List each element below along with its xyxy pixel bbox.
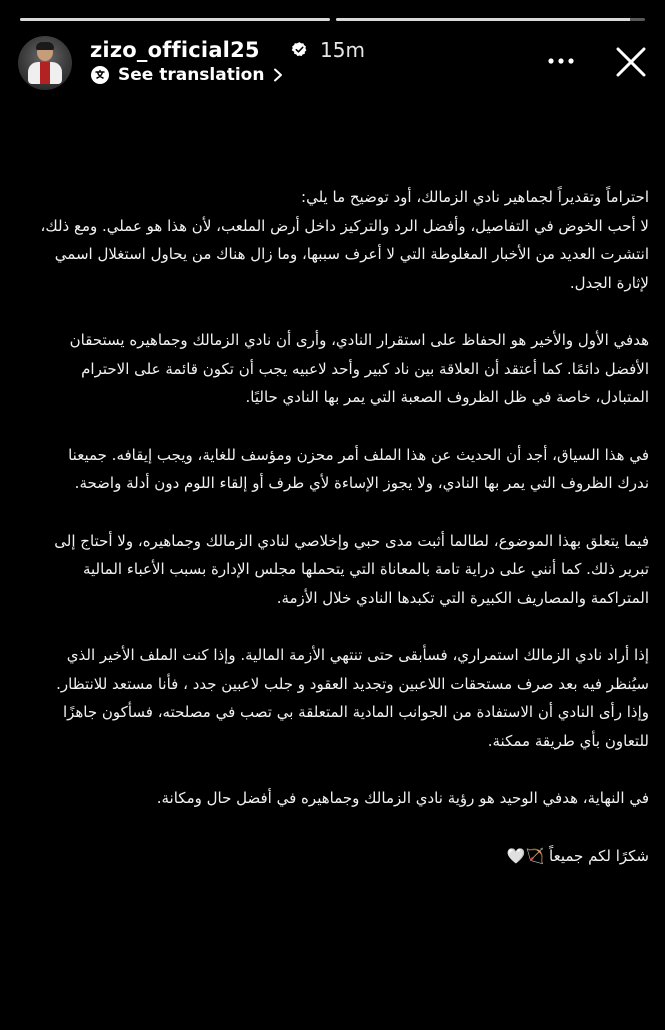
- story-paragraph-1: لا أحب الخوض في التفاصيل، وأفضل الرد والتركيز داخل أرض الملعب، لأن هذا هو عملي. ومع ذلك، انتشرت العديد من الأخبار المغلوطة التي لا أعرف سببها، وما زال هناك من يحاول استغلال اسمي لإثارة الجدل.: [40, 216, 649, 292]
- chevron-right-icon: [272, 68, 284, 82]
- close-icon[interactable]: [615, 46, 647, 78]
- story-text: [34, 183, 649, 899]
- story-paragraph-intro: احتراماً وتقديراً لجماهير نادي الزمالك، أود توضيح ما يلي:: [301, 188, 649, 206]
- story-progress-1: [20, 18, 330, 21]
- story-paragraph-2: هدفي الأول والأخير هو الحفاظ على استقرار النادي، وأرى أن نادي الزمالك وجماهيره يستحقان الأفضل دائمًا. كما أعتقد أن العلاقة بين ناد كبير وأحد لاعبيه يجب أن تكون قائمة على الاحترام المتبادل، خاصة في ظل الظروف الصعبة التي يمر بها النادي حاليًا.: [69, 331, 649, 406]
- story-progress-2: [336, 18, 646, 21]
- story-paragraph-thanks: شكرًا لكم جميعاً 🏹🤍: [506, 846, 649, 865]
- story-paragraph-6: في النهاية، هدفي الوحيد هو رؤية نادي الزمالك وجماهيره في أفضل حال ومكانة.: [156, 789, 649, 807]
- see-translation-label: See translation: [118, 65, 265, 85]
- translate-icon: [90, 65, 110, 85]
- story-paragraph-5: إذا أراد نادي الزمالك استمراري، فسأبقى حتى تنتهي الأزمة المالية. وإذا كنت الملف الأخير الذي سيُنظر فيه بعد صرف مستحقات اللاعبين وتجديد العقود و جلب لاعبين جدد ، فأنا مستعد للانتظار. وإذا رأى النادي أن الاستفادة من الجوانب المادية المتعلقة بي تصب في مصلحته، فسأكون جاهزًا للتعاون بأي طريقة ممكنة.: [56, 646, 649, 750]
- verified-badge-icon: [291, 41, 308, 58]
- story-header: [18, 34, 647, 92]
- story-paragraph-3: في هذا السياق، أجد أن الحديث عن هذا الملف أمر محزن ومؤسف للغاية، ويجب إيقافه. جميعنا ندرك الظروف التي يمر بها النادي، ولا يجوز الإساءة لأي طرف أو إلقاء اللوم دون أدلة واضحة.: [68, 445, 649, 492]
- username[interactable]: zizo_official25: [90, 38, 260, 62]
- post-time: 15m: [320, 38, 365, 62]
- see-translation-button[interactable]: [90, 65, 284, 85]
- more-options-icon[interactable]: [547, 56, 575, 66]
- avatar-icon[interactable]: [18, 36, 72, 90]
- story-paragraph-4: فيما يتعلق بهذا الموضوع، لطالما أثبت مدى حبي وإخلاصي لنادي الزمالك وجماهيره، ولا أحتاج إلى تبرير ذلك. كما أنني على دراية تامة بالمعاناة التي يتحملها مجلس الإدارة بسبب الأعباء المالية المتراكمة والمصاريف الكبيرة التي تكبدها النادي خلال الأزمة.: [54, 531, 649, 607]
- story-progress-bar: [20, 18, 645, 21]
